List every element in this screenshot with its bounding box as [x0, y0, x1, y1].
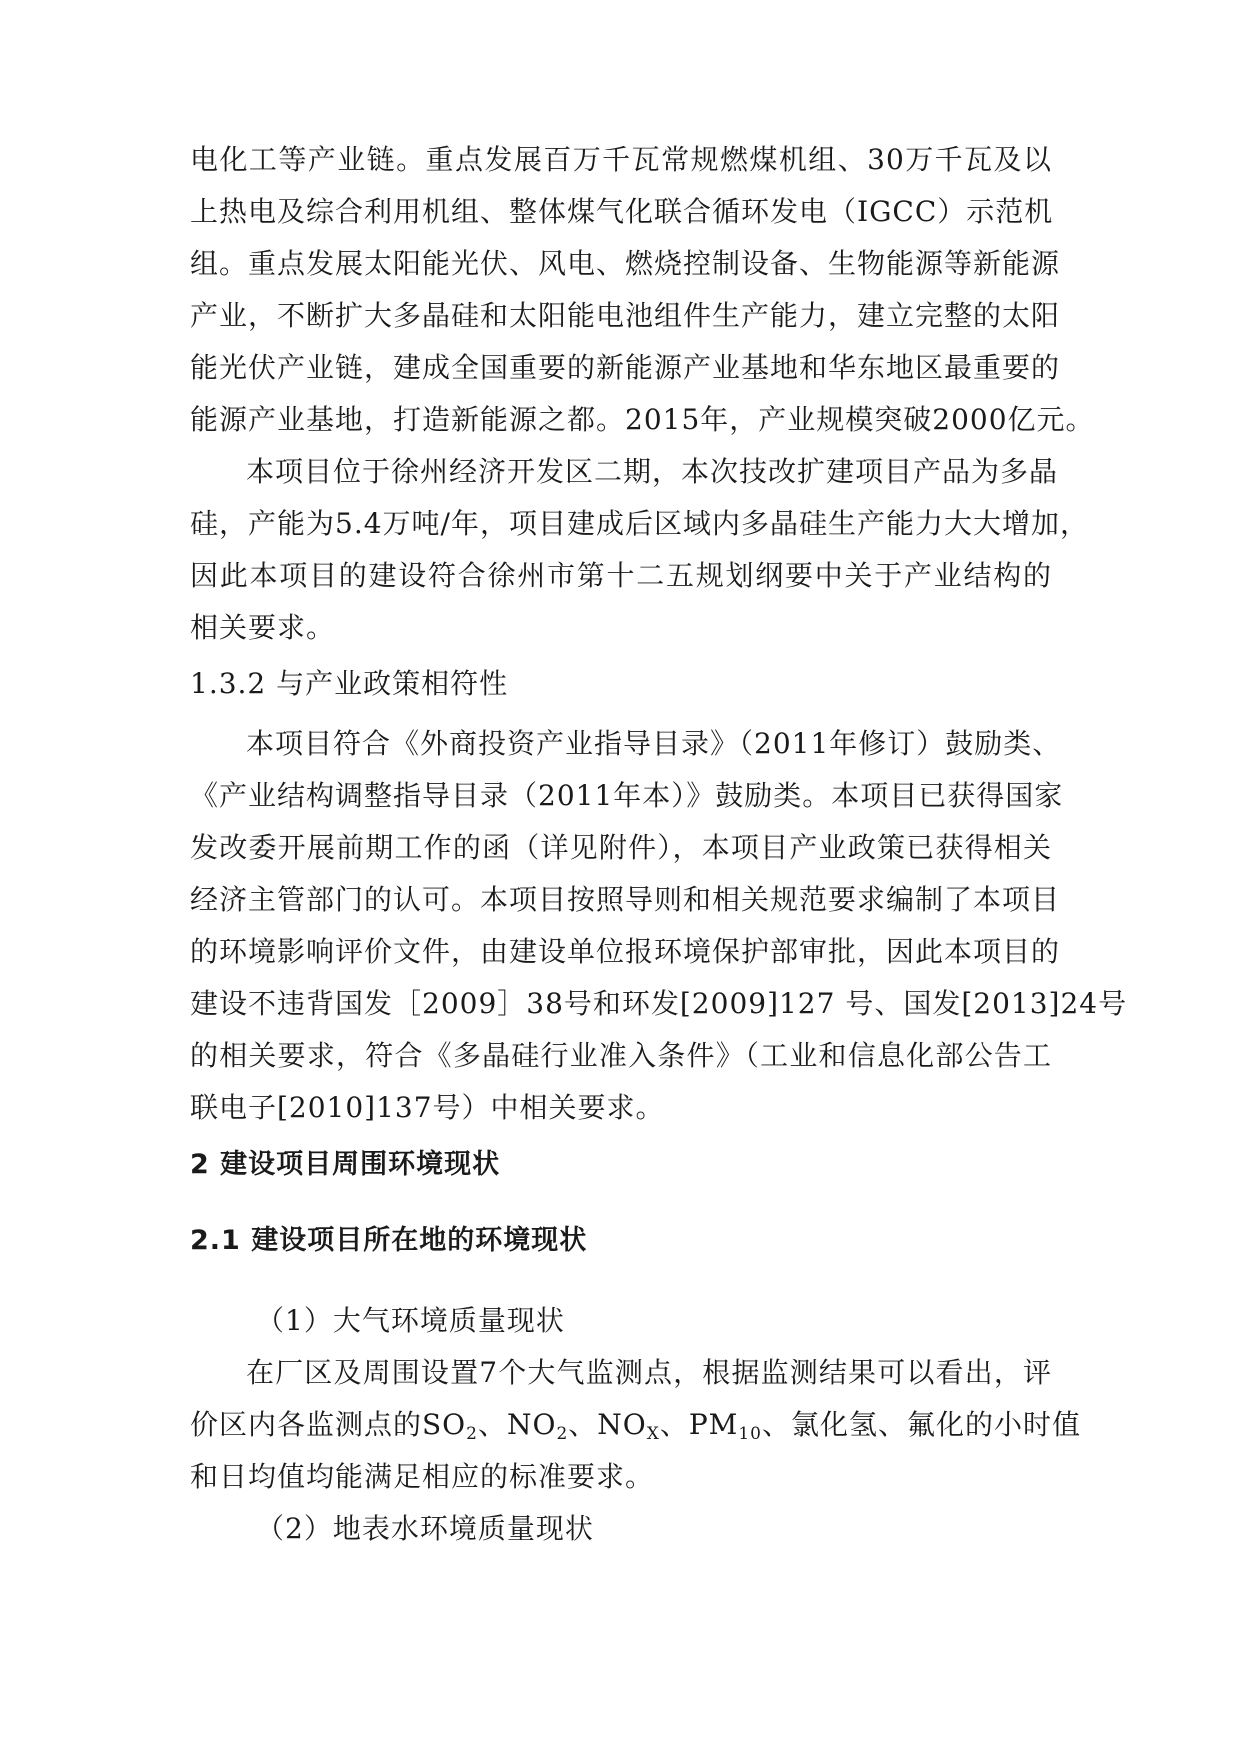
section-heading-2: 2 建设项目周围环境现状: [190, 1149, 501, 1180]
text-segment: 、NO: [568, 1408, 647, 1441]
text-segment: 价区内各监测点的SO: [190, 1408, 467, 1441]
paragraph-line: 本项目符合《外商投资产业指导目录》（2011年修订）鼓励类、: [246, 727, 1062, 760]
paragraph-line: 建设不违背国发［2009］38号和环发[2009]127 号、国发[2013]24号: [190, 987, 1128, 1020]
paragraph-line: 本项目位于徐州经济开发区二期，本次技改扩建项目产品为多晶: [246, 455, 1059, 488]
paragraph-line: 能光伏产业链，建成全国重要的新能源产业基地和华东地区最重要的: [190, 351, 1061, 384]
subsection-heading-surface-water: （2）地表水环境质量现状: [256, 1512, 594, 1545]
paragraph-line: 组。重点发展太阳能光伏、风电、燃烧控制设备、生物能源等新能源: [190, 247, 1061, 280]
paragraph-line: 硅，产能为5.4万吨/年，项目建成后区域内多晶硅生产能力大大增加，: [190, 507, 1089, 540]
paragraph-line: 电化工等产业链。重点发展百万千瓦常规燃煤机组、30万千瓦及以: [190, 143, 1052, 176]
paragraph-line: 相关要求。: [190, 611, 336, 644]
section-heading-2-1: 2.1 建设项目所在地的环境现状: [190, 1225, 588, 1256]
paragraph-line: 产业，不断扩大多晶硅和太阳能电池组件生产能力，建立完整的太阳: [190, 299, 1061, 332]
paragraph-line: 的环境影响评价文件，由建设单位报环境保护部审批，因此本项目的: [190, 935, 1061, 968]
subscript: 2: [556, 1424, 569, 1444]
paragraph-line: 发改委开展前期工作的函（详见附件），本项目产业政策已获得相关: [190, 831, 1052, 864]
paragraph-line: 《产业结构调整指导目录（2011年本）》鼓励类。本项目已获得国家: [190, 779, 1064, 812]
paragraph-line: 和日均值均能满足相应的标准要求。: [190, 1460, 655, 1493]
section-heading-1-3-2: 1.3.2 与产业政策相符性: [190, 667, 509, 700]
paragraph-line-with-subscripts: [190, 1408, 1082, 1444]
paragraph-line: 能源产业基地，打造新能源之都。2015年，产业规模突破2000亿元。: [190, 403, 1095, 436]
subsection-heading-air: （1）大气环境质量现状: [256, 1304, 565, 1337]
subscript: 2: [466, 1424, 478, 1444]
subscript: X: [646, 1424, 660, 1444]
paragraph-line: 经济主管部门的认可。本项目按照导则和相关规范要求编制了本项目: [190, 883, 1061, 916]
paragraph-line: 联电子[2010]137号）中相关要求。: [190, 1091, 665, 1124]
paragraph-line: 的相关要求，符合《多晶硅行业准入条件》（工业和信息化部公告工: [190, 1039, 1052, 1072]
text-segment: 、氯化氢、氟化的小时值: [762, 1408, 1082, 1441]
paragraph-line: 因此本项目的建设符合徐州市第十二五规划纲要中关于产业结构的: [190, 559, 1052, 592]
subscript: 10: [738, 1424, 762, 1444]
paragraph-line: 在厂区及周围设置7个大气监测点，根据监测结果可以看出，评: [246, 1356, 1052, 1389]
paragraph-line: 上热电及综合利用机组、整体煤气化联合循环发电（IGCC）示范机: [190, 195, 1054, 228]
text-segment: 、PM: [659, 1408, 739, 1441]
text-segment: 、NO: [477, 1408, 557, 1441]
